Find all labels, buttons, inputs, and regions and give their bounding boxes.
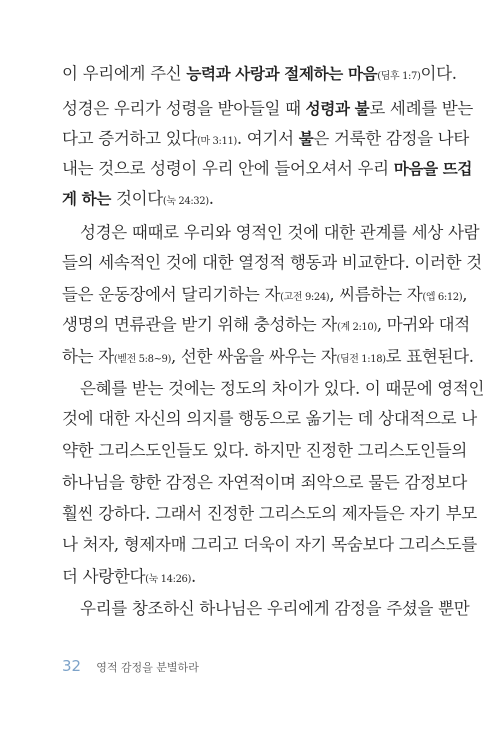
- text-line: [62, 128, 469, 153]
- emphasized-text: 마음: [347, 65, 378, 83]
- emphasized-text: 뜨겁: [442, 160, 473, 178]
- text-run: 내는 것으로 성령이 우리 안에 들어오셔서 우리: [62, 159, 394, 178]
- text-run: 하나님을 향한 감정은 자연적이며 죄악으로 물든 감정보다: [62, 473, 468, 492]
- emphasized-text: 불: [298, 130, 314, 148]
- text-line: [62, 63, 457, 88]
- text-run: 우리를 창조하신 하나님은 우리에게 감정을 주셨을 뿐만: [80, 599, 470, 618]
- text-line: [62, 566, 440, 591]
- text-line: [62, 98, 474, 120]
- scripture-reference: (눅 24:32): [162, 196, 209, 207]
- text-run: 은혜를 받는 것에는 정도의 차이가 있다. 이 때문에 영적인: [80, 379, 485, 398]
- text-run: 훨씬 강하다. 그래서 진정한 그리스도의 제자들은 자기 부모: [62, 504, 477, 523]
- emphasized-text: 능력과: [186, 65, 231, 83]
- text-run: 하는 자: [62, 347, 114, 366]
- text-line: [62, 158, 473, 180]
- text-run: , 씨름하는 자: [329, 285, 423, 304]
- text-run: 것이다: [111, 189, 163, 208]
- text-run: , 마귀와 대적: [376, 315, 470, 334]
- text-run: ,: [462, 285, 468, 304]
- text-run: .: [191, 567, 196, 586]
- text-line: [62, 188, 440, 213]
- text-line: [62, 284, 468, 309]
- scripture-reference: (마 3:11): [197, 136, 237, 147]
- emphasized-text: 사랑과: [235, 65, 280, 83]
- text-run: 은 거룩한 감정을 나타: [313, 129, 469, 148]
- scripture-reference: (딤후 1:7): [377, 71, 421, 82]
- page-footer: [62, 656, 199, 675]
- text-run: 다고 증거하고 있다: [62, 129, 198, 148]
- text-run: 더 사랑한다: [62, 567, 146, 586]
- running-title: 영적 감정을 분별하라: [96, 661, 199, 674]
- scripture-reference: (엡 6:12): [422, 292, 463, 303]
- text-run: .: [208, 189, 214, 208]
- text-run: 로 세례를 받는: [369, 99, 474, 118]
- emphasized-text: 불: [354, 100, 370, 118]
- emphasized-text: 절제하는: [284, 65, 343, 83]
- page-number: 32: [62, 657, 82, 675]
- scripture-reference: (딤전 1:18): [336, 354, 386, 365]
- text-run: 성경은 때때로 우리와 영적인 것에 대한 관계를 세상 사람: [80, 223, 480, 242]
- text-run: 로 표현된다.: [385, 347, 474, 366]
- text-run: 것에 대한 자신의 의지를 행동으로 옮기는 데 상대적으로 나: [62, 409, 477, 428]
- text-run: 이다.: [420, 64, 457, 83]
- text-line: [62, 346, 474, 371]
- text-line: [80, 598, 470, 620]
- text-run: 생명의 면류관을 받기 위해 충성하는 자: [62, 315, 337, 334]
- scripture-reference: (고전 9:24): [280, 292, 330, 303]
- emphasized-text: 게: [62, 190, 77, 208]
- scripture-reference: (벧전 5:8~9): [113, 354, 172, 365]
- text-line: [62, 440, 468, 462]
- emphasized-text: 마음을: [393, 160, 438, 178]
- text-run: 들은 운동장에서 달리기하는 자: [62, 285, 281, 304]
- scripture-reference: (계 2:10): [336, 322, 377, 333]
- emphasized-text: 성령과: [305, 100, 350, 118]
- text-line: [62, 503, 477, 525]
- text-line: [62, 408, 477, 430]
- text-run: , 선한 싸움을 싸우는 자: [171, 347, 337, 366]
- text-line: [80, 378, 485, 400]
- text-run: 들의 세속적인 것에 대한 열정적 행동과 비교한다. 이러한 것: [62, 253, 482, 272]
- text-run: . 여기서: [236, 129, 299, 148]
- text-line: [62, 534, 477, 556]
- text-run: 약한 그리스도인들도 있다. 하지만 진정한 그리스도인들의: [62, 441, 468, 460]
- text-run: 이 우리에게 주신: [62, 64, 187, 83]
- text-run: 성경은 우리가 성령을 받아들일 때: [62, 99, 306, 118]
- text-line: [80, 222, 480, 244]
- emphasized-text: 하는: [81, 190, 111, 208]
- text-line: [62, 314, 470, 339]
- text-run: 나 처자, 형제자매 그리고 더욱이 자기 목숨보다 그리스도를: [62, 535, 477, 554]
- text-line: [62, 472, 468, 494]
- text-line: [62, 252, 482, 274]
- scripture-reference: (눅 14:26): [145, 574, 192, 585]
